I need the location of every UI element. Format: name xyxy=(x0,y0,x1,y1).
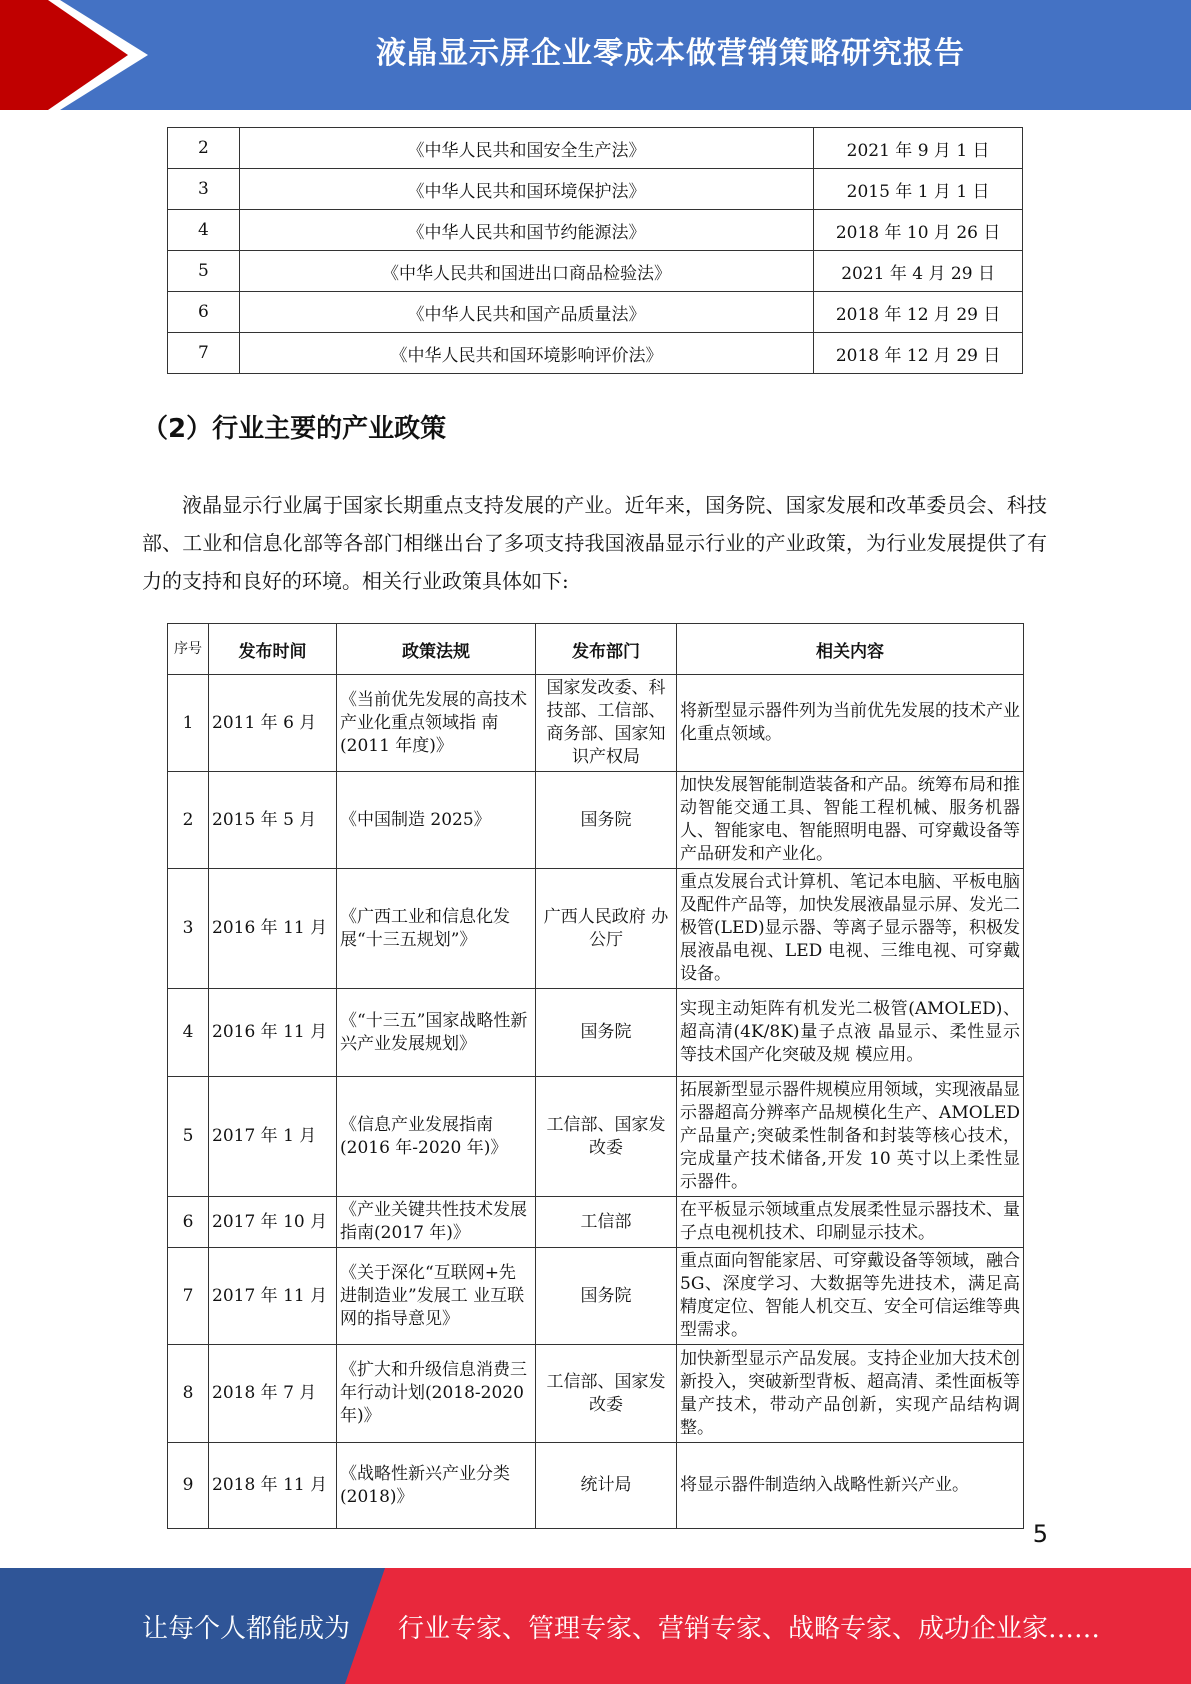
law-name-cell: 《中华人民共和国进出口商品检验法》 xyxy=(239,251,813,292)
policy-time-cell: 2016 年 11 月 xyxy=(209,869,337,989)
policy-no-cell: 2 xyxy=(168,772,209,869)
policy-content-cell: 将显示器件制造纳入战略性新兴产业。 xyxy=(677,1443,1024,1529)
policy-table-row xyxy=(168,675,1024,772)
policy-table-row xyxy=(168,772,1024,869)
report-title: 液晶显示屏企业零成本做营销策略研究报告 xyxy=(376,36,965,71)
policy-name-cell: 《战略性新兴产业分类(2018)》 xyxy=(337,1443,536,1529)
policy-name-cell: 《产业关键共性技术发展指南(2017 年)》 xyxy=(337,1197,536,1248)
law-no-cell: 4 xyxy=(168,210,240,251)
law-table-row xyxy=(168,169,1023,210)
policy-dept-cell: 国家发改委、科技部、工信部、商务部、国家知识产权局 xyxy=(536,675,677,772)
policy-content-cell: 加快发展智能制造装备和产品。统筹布局和推动智能交通工具、智能工程机械、服务机器人、智能家电、智能照明电器、可穿戴设备等产品研发和产业化。 xyxy=(677,772,1024,869)
policy-time-cell: 2017 年 10 月 xyxy=(209,1197,337,1248)
law-table-row xyxy=(168,251,1023,292)
policy-name-cell: 《广西工业和信息化发展“十三五规划”》 xyxy=(337,869,536,989)
law-table-row xyxy=(168,210,1023,251)
policy-table-row xyxy=(168,1443,1024,1529)
policy-time-cell: 2015 年 5 月 xyxy=(209,772,337,869)
policy-table-row xyxy=(168,1077,1024,1197)
law-name-cell: 《中华人民共和国环境保护法》 xyxy=(239,169,813,210)
policy-dept-cell: 国务院 xyxy=(536,989,677,1077)
policy-dept-cell: 工信部、国家发改委 xyxy=(536,1345,677,1443)
policy-time-cell: 2011 年 6 月 xyxy=(209,675,337,772)
law-date-cell: 2015 年 1 月 1 日 xyxy=(814,169,1023,210)
policy-content-cell: 实现主动矩阵有机发光二极管(AMOLED)、超高清(4K/8K)量子点液 晶显示、柔性显示等技术国产化突破及规 模应用。 xyxy=(677,989,1024,1077)
law-date-cell: 2018 年 12 月 29 日 xyxy=(814,292,1023,333)
policy-table-row xyxy=(168,869,1024,989)
law-no-cell: 3 xyxy=(168,169,240,210)
law-no-cell: 2 xyxy=(168,128,240,169)
policy-table-header-row xyxy=(168,624,1024,675)
policy-content-cell: 加快新型显示产品发展。支持企业加大技术创新投入，突破新型背板、超高清、柔性面板等量产技术，带动产品创新，实现产品结构调整。 xyxy=(677,1345,1024,1443)
policy-no-cell: 7 xyxy=(168,1248,209,1345)
policy-no-cell: 9 xyxy=(168,1443,209,1529)
policy-name-cell: 《扩大和升级信息消费三年行动计划(2018-2020 年)》 xyxy=(337,1345,536,1443)
policy-content-cell: 重点发展台式计算机、笔记本电脑、平板电脑及配件产品等，加快发展液晶显示屏、发光二极管(LED)显示器、等离子显示器等，积极发展液晶电视、LED 电视、三维电视、可穿戴设备。 xyxy=(677,869,1024,989)
policy-time-cell: 2018 年 7 月 xyxy=(209,1345,337,1443)
header-time: 发布时间 xyxy=(209,624,337,675)
header-content: 相关内容 xyxy=(677,624,1024,675)
law-table-row xyxy=(168,292,1023,333)
law-table-row xyxy=(168,128,1023,169)
policy-time-cell: 2016 年 11 月 xyxy=(209,989,337,1077)
law-no-cell: 6 xyxy=(168,292,240,333)
policy-table xyxy=(167,623,1024,1529)
policy-no-cell: 6 xyxy=(168,1197,209,1248)
law-date-cell: 2018 年 10 月 26 日 xyxy=(814,210,1023,251)
law-no-cell: 5 xyxy=(168,251,240,292)
policy-no-cell: 4 xyxy=(168,989,209,1077)
policy-dept-cell: 国务院 xyxy=(536,772,677,869)
policy-dept-cell: 广西人民政府 办公厅 xyxy=(536,869,677,989)
law-name-cell: 《中华人民共和国环境影响评价法》 xyxy=(239,333,813,374)
law-no-cell: 7 xyxy=(168,333,240,374)
page-footer xyxy=(0,1568,1191,1684)
policy-no-cell: 8 xyxy=(168,1345,209,1443)
policy-table-container xyxy=(167,623,1025,1507)
policy-content-cell: 在平板显示领域重点发展柔性显示器技术、量子点电视机技术、印刷显示技术。 xyxy=(677,1197,1024,1248)
policy-dept-cell: 国务院 xyxy=(536,1248,677,1345)
header-no: 序号 xyxy=(168,624,209,675)
policy-time-cell: 2017 年 1 月 xyxy=(209,1077,337,1197)
policy-time-cell: 2017 年 11 月 xyxy=(209,1248,337,1345)
policy-name-cell: 《中国制造 2025》 xyxy=(337,772,536,869)
policy-no-cell: 1 xyxy=(168,675,209,772)
page-header xyxy=(0,0,1191,110)
policy-table-row xyxy=(168,1248,1024,1345)
footer-slogan-left: 让每个人都能成为 xyxy=(142,1614,351,1644)
header-dept: 发布部门 xyxy=(536,624,677,675)
law-table-row xyxy=(168,333,1023,374)
header-arrow-decoration xyxy=(0,0,160,110)
law-name-cell: 《中华人民共和国安全生产法》 xyxy=(239,128,813,169)
policy-no-cell: 5 xyxy=(168,1077,209,1197)
law-date-cell: 2021 年 9 月 1 日 xyxy=(814,128,1023,169)
policy-dept-cell: 统计局 xyxy=(536,1443,677,1529)
policy-content-cell: 将新型显示器件列为当前优先发展的技术产业化重点领域。 xyxy=(677,675,1024,772)
policy-content-cell: 重点面向智能家居、可穿戴设备等领域，融合 5G、深度学习、大数据等先进技术，满足高精度定位、智能人机交互、安全可信运维等典型需求。 xyxy=(677,1248,1024,1345)
policy-table-row xyxy=(168,1197,1024,1248)
law-name-cell: 《中华人民共和国产品质量法》 xyxy=(239,292,813,333)
intro-paragraph: 液晶显示行业属于国家长期重点支持发展的产业。近年来，国务院、国家发展和改革委员会、科技部、工业和信息化部等各部门相继出台了多项支持我国液晶显示行业的产业政策，为行业发展提供了有力的支持和良好的环境。相关行业政策具体如下: xyxy=(142,493,1047,593)
page-number: 5 xyxy=(1032,1520,1048,1548)
law-table xyxy=(167,127,1023,374)
policy-table-row xyxy=(168,989,1024,1077)
policy-name-cell: 《信息产业发展指南(2016 年-2020 年)》 xyxy=(337,1077,536,1197)
policy-time-cell: 2018 年 11 月 xyxy=(209,1443,337,1529)
policy-name-cell: 《关于深化“互联网+先进制造业”发展工 业互联网的指导意见》 xyxy=(337,1248,536,1345)
policy-name-cell: 《“十三五”国家战略性新兴产业发展规划》 xyxy=(337,989,536,1077)
header-policy: 政策法规 xyxy=(337,624,536,675)
law-date-cell: 2018 年 12 月 29 日 xyxy=(814,333,1023,374)
policy-name-cell: 《当前优先发展的高技术产业化重点领域指 南(2011 年度)》 xyxy=(337,675,536,772)
policy-dept-cell: 工信部、国家发改委 xyxy=(536,1077,677,1197)
policy-content-cell: 拓展新型显示器件规模应用领域，实现液晶显示器超高分辨率产品规模化生产、AMOLED 产品量产;突破柔性制备和封装等核心技术，完成量产技术储备,开发 10 英寸以上柔性显示器件。 xyxy=(677,1077,1024,1197)
policy-table-row xyxy=(168,1345,1024,1443)
law-name-cell: 《中华人民共和国节约能源法》 xyxy=(239,210,813,251)
section-heading: （2）行业主要的产业政策 xyxy=(142,414,447,444)
policy-no-cell: 3 xyxy=(168,869,209,989)
footer-slogan-right: 行业专家、管理专家、营销专家、战略专家、成功企业家…… xyxy=(398,1614,1101,1644)
policy-dept-cell: 工信部 xyxy=(536,1197,677,1248)
law-date-cell: 2021 年 4 月 29 日 xyxy=(814,251,1023,292)
